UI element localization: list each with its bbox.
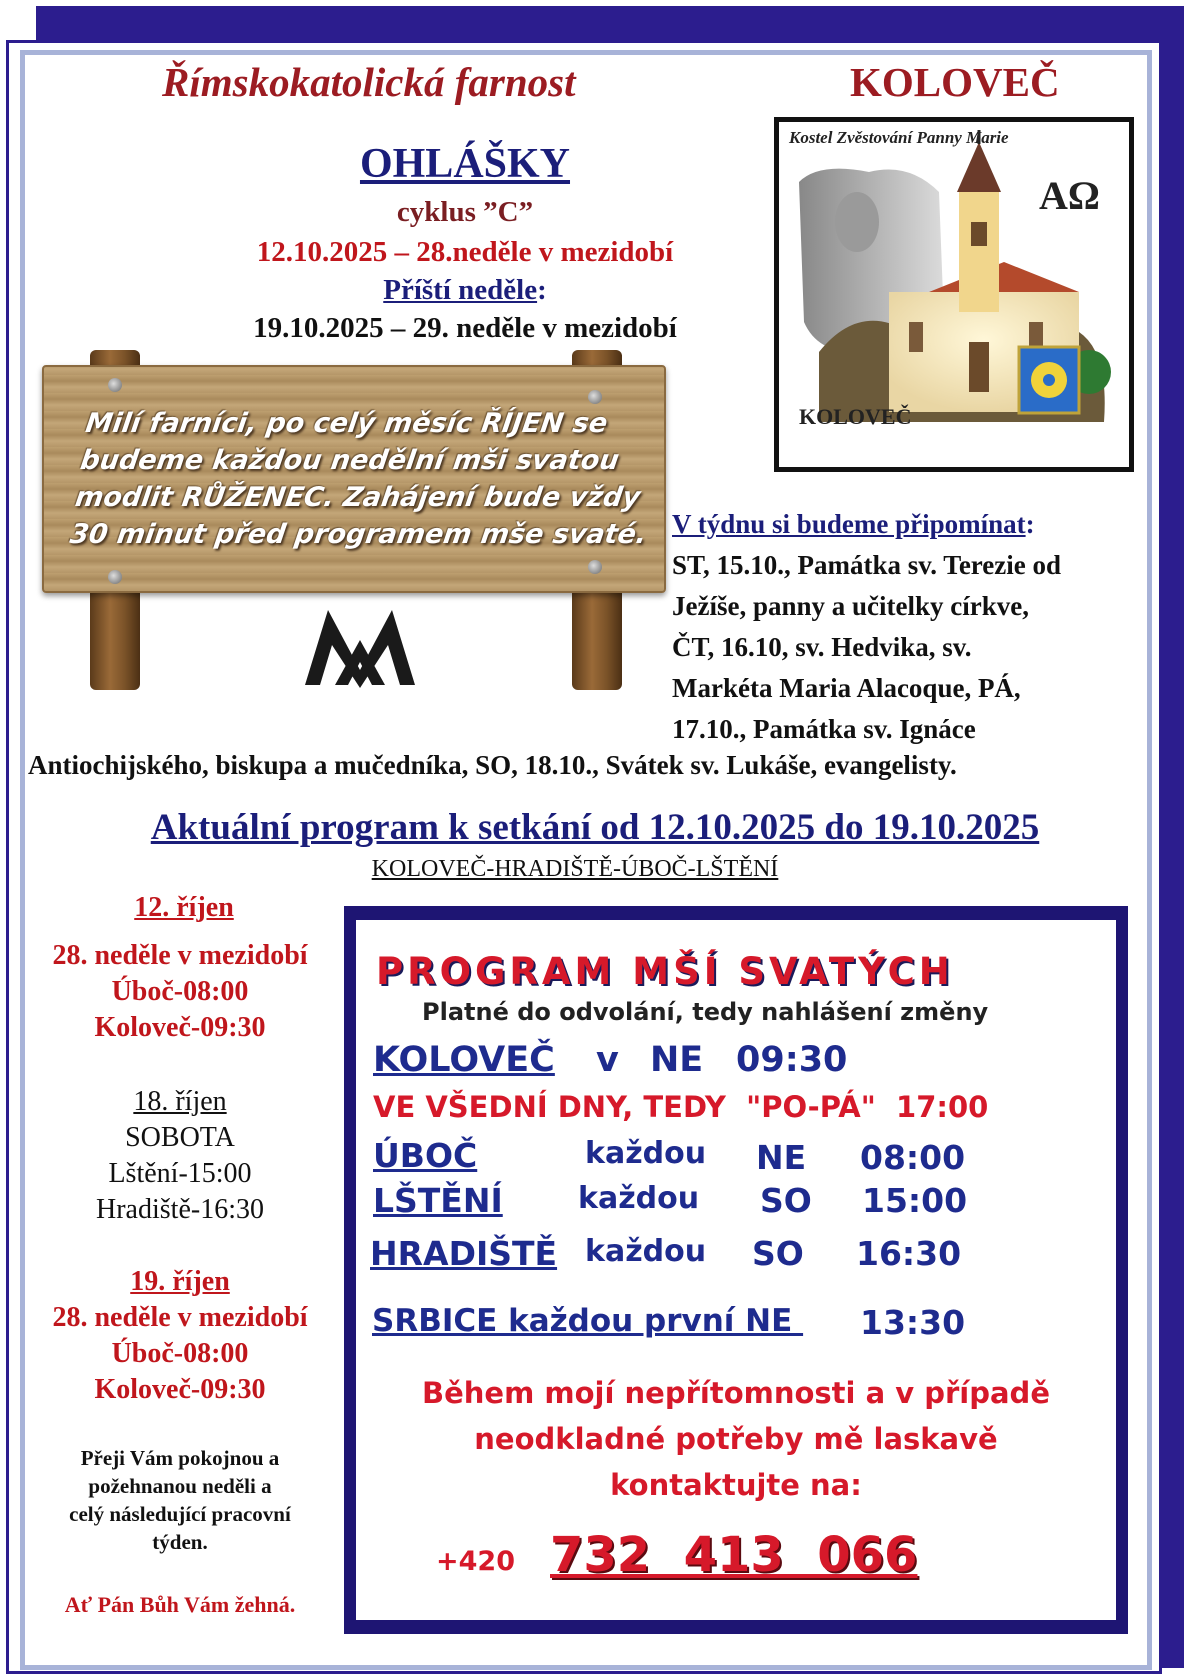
week-line: Ježíše, panny a učitelky církve, (672, 591, 1029, 621)
schedule-day-2 (20, 1084, 340, 1228)
parish-place: KOLOVEČ (850, 59, 1060, 105)
announcements-title: OHLÁŠKY (359, 141, 571, 187)
schedule-mass: Koloveč-09:30 (94, 1012, 266, 1043)
schedule-day-1-details (20, 938, 340, 1046)
church-place-caption: KOLOVEČ (799, 404, 912, 429)
blessing: Ať Pán Bůh Vám žehná. (64, 1592, 296, 1617)
program-places: KOLOVEČ-HRADIŠTĚ-ÚBOČ-LŠTĚNÍ (371, 856, 779, 882)
contact-line: neodkladné potřeby mě laskavě (474, 1422, 998, 1456)
church-image (774, 117, 1134, 472)
schedule-date: 18. říjen (133, 1086, 227, 1117)
phone-prefix: +420 (436, 1546, 515, 1577)
schedule-day-1 (24, 890, 344, 926)
rosary-notice-line: Milí farníci, po celý měsíc ŘÍJEN se (83, 408, 610, 439)
alpha-omega-symbol: AΩ (1039, 173, 1100, 218)
nail-icon (588, 560, 602, 574)
week-heading: V týdnu si budeme připomínat: (672, 509, 1035, 539)
weekly-wish (20, 1444, 340, 1556)
mass-time: 16:30 (856, 1234, 962, 1273)
rosary-notice-line: 30 minut před programem mše svaté. (68, 519, 649, 550)
schedule-date: 12. říjen (134, 892, 234, 923)
mass-place-uboc: ÚBOČ (373, 1136, 478, 1175)
schedule-mass: Hradiště-16:30 (96, 1194, 264, 1225)
mass-day: NE (756, 1138, 807, 1177)
wish-line: celý následující pracovní (69, 1502, 291, 1526)
schedule-day-3 (20, 1264, 340, 1408)
wish-line: požehnanou neděli a (88, 1474, 272, 1498)
current-sunday: 12.10.2025 – 28.neděle v mezidobí (256, 236, 674, 268)
parish-title: Římskokatolická farnost (162, 59, 576, 105)
week-commemorations (672, 504, 1152, 545)
mass-freq: každou (585, 1234, 707, 1269)
mass-freq: každou (578, 1181, 700, 1216)
contact-line: kontaktujte na: (610, 1468, 862, 1502)
koloves-v: v (596, 1040, 619, 1080)
week-line: Markéta Maria Alacoque, PÁ, (672, 673, 1021, 703)
week-line: ČT, 16.10, sv. Hedvika, sv. (672, 632, 972, 662)
mass-day: SO (752, 1234, 804, 1273)
wish-line: Přeji Vám pokojnou a (80, 1446, 280, 1470)
rosary-notice (68, 405, 689, 553)
next-sunday-label: Příští neděle: (383, 274, 547, 306)
koloves-time: 09:30 (736, 1040, 848, 1080)
contact-note (356, 1370, 1116, 1508)
mass-time: 08:00 (860, 1138, 966, 1177)
mass-program-subtitle: Platné do odvolání, tedy nahlášení změny (422, 998, 989, 1026)
nail-icon (108, 570, 122, 584)
wish-line: týden. (152, 1530, 208, 1554)
schedule-day-name: SOBOTA (125, 1122, 235, 1153)
mass-place-hradiste: HRADIŠTĚ (370, 1234, 558, 1273)
liturgical-cycle: cyklus ”C” (396, 196, 534, 228)
koloves-place: KOLOVEČ (373, 1040, 555, 1080)
next-sunday: 19.10.2025 – 29. neděle v mezidobí (253, 312, 677, 344)
church-caption: Kostel Zvěstování Panny Marie (789, 128, 1009, 147)
week-line: 17.10., Památka sv. Ignáce (672, 714, 976, 744)
mass-place-lsteni: LŠTĚNÍ (373, 1181, 503, 1220)
weekday-mass: VE VŠEDNÍ DNY, TEDY "PO-PÁ" 17:00 (373, 1090, 989, 1124)
program-heading: Aktuální program k setkání od 12.10.2025 do 19.10.2025 (150, 807, 1040, 848)
rosary-notice-line: budeme každou nedělní mši svatou (78, 445, 621, 476)
srbice-time: 13:30 (860, 1303, 966, 1342)
schedule-mass: Lštění-15:00 (108, 1158, 252, 1189)
nail-icon (588, 390, 602, 404)
week-line: ST, 15.10., Památka sv. Terezie od (672, 550, 1062, 580)
mass-day: SO (760, 1181, 812, 1220)
srbice-mass: SRBICE každou první NE (372, 1303, 804, 1339)
schedule-mass: Úboč-08:00 (111, 976, 249, 1007)
schedule-date: 19. říjen (130, 1266, 230, 1297)
schedule-day-name: 28. neděle v mezidobí (52, 1302, 308, 1333)
schedule-mass: Úboč-08:00 (111, 1338, 249, 1369)
nail-icon (108, 378, 122, 392)
schedule-day-name: 28. neděle v mezidobí (52, 940, 308, 971)
marian-monogram-icon (300, 600, 420, 690)
rosary-notice-line: modlit RŮŽENEC. Zahájení bude vždy (73, 482, 643, 513)
mass-time: 15:00 (862, 1181, 968, 1220)
week-line-last: Antiochijského, biskupa a mučedníka, SO, 18.10., Svátek sv. Lukáše, evangelisty. (28, 750, 957, 780)
contact-line: Během mojí nepřítomnosti a v případě (422, 1376, 1050, 1410)
mass-freq: každou (585, 1136, 707, 1171)
week-lines (672, 545, 1152, 750)
schedule-mass: Koloveč-09:30 (94, 1374, 266, 1405)
mass-program-title: PROGRAM MŠÍ SVATÝCH (376, 950, 954, 993)
phone-number[interactable]: 732 413 066 (550, 1527, 918, 1583)
koloves-day: NE (650, 1040, 704, 1080)
